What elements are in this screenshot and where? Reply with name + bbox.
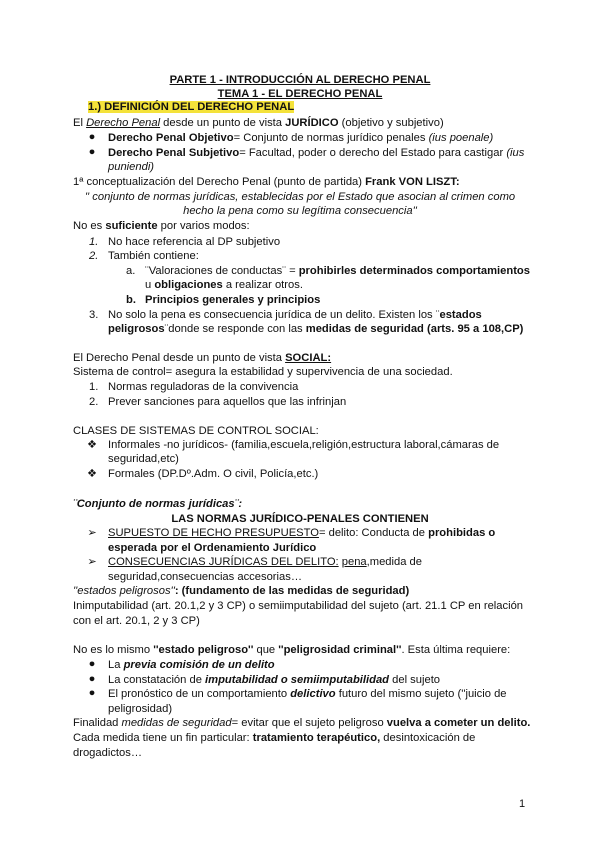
clases-heading: CLASES DE SISTEMAS DE CONTROL SOCIAL: (73, 425, 319, 437)
list-item-a-cont: u obligaciones a realizar otros. (145, 279, 303, 291)
supuesto-hecho: SUPUESTO DE HECHO PRESUPUESTO= delito: Conducta de prohibidas o (108, 527, 496, 539)
informales-cont: seguridad,etc) (108, 453, 179, 465)
bullet-dot-icon: ● (88, 658, 96, 670)
supuesto-hecho-cont: esperada por el Ordenamiento Jurídico (108, 542, 317, 554)
section-heading (88, 100, 294, 114)
inimputabilidad: Inimputabilidad (art. 20.1,2 y 3 CP) o semiimputabilidad del sujeto (art. 21.1 CP en relación (73, 600, 524, 612)
not-sufficient: No es suficiente por varios modos: (73, 220, 250, 232)
liszt-quote-line1: '' conjunto de normas jurídicas, establecidas por el Estado que asocian al crimen como (84, 191, 516, 203)
list-letter: b. (126, 294, 136, 306)
control-system: Sistema de control= asegura la estabilidad y supervivencia de una sociedad. (73, 366, 453, 378)
bullet-dot-icon: ● (88, 146, 96, 158)
estados-peligrosos: ''estados peligrosos'': (fundamento de las medidas de seguridad) (73, 585, 410, 597)
section-heading-text: 1.) DEFINICIÓN DEL DERECHO PENAL (88, 101, 295, 113)
conjunto-normas: ¨Conjunto de normas jurídicas¨: (73, 498, 243, 510)
page-number: 1 (519, 798, 526, 810)
list-item-3: No solo la pena es consecuencia jurídica de un delito. Existen los ¨estados (108, 309, 482, 321)
list-letter: a. (126, 265, 136, 277)
control-item-1: Normas reguladoras de la convivencia (108, 381, 299, 393)
cada-medida: Cada medida tiene un fin particular: tratamiento terapéutico, desintoxicación de (73, 732, 476, 744)
cada-medida-cont: drogadictos… (73, 747, 143, 759)
requisito-3-cont: peligrosidad) (108, 703, 173, 715)
liszt-quote-line2: hecho la pena como su legítima consecuencia'' (183, 205, 417, 217)
list-num: 3. (89, 309, 99, 321)
list-item-a: ¨Valoraciones de conductas¨ = prohibirles determinados comportamientos (145, 265, 530, 277)
list-num: 2. (89, 250, 99, 262)
list-num: 2. (89, 396, 99, 408)
finalidad: Finalidad medidas de seguridad= evitar que el sujeto peligroso vuelva a cometer un delito. (73, 717, 531, 729)
list-num: 1. (89, 236, 99, 248)
bullet-dot-icon: ● (88, 673, 96, 685)
control-item-2: Prever sanciones para aquellos que las infrinjan (108, 396, 347, 408)
list-item-2: También contiene: (108, 250, 199, 262)
diamond-bullet-icon: ❖ (87, 468, 98, 480)
dp-subjetivo-cont: puniendi) (108, 161, 155, 173)
arrow-bullet-icon: ➢ (87, 556, 97, 568)
informales: Informales -no jurídicos- (familia,escuela,religión,estructura laboral,cámaras de (108, 439, 500, 451)
requisito-3: El pronóstico de un comportamiento delictivo futuro del mismo sujeto (''juicio de (108, 688, 507, 700)
formales: Formales (DP.Dº.Adm. O civil, Policía,etc.) (108, 468, 319, 480)
first-concept: 1ª conceptualización del Derecho Penal (punto de partida) Frank VON LISZT: (73, 176, 460, 188)
list-item-b: Principios generales y principios (145, 294, 321, 306)
bullet-dot-icon: ● (88, 131, 96, 143)
part-title: PARTE 1 - INTRODUCCIÓN AL DERECHO PENAL (169, 74, 431, 86)
consecuencias: CONSECUENCIAS JURÍDICAS DEL DELITO: pena,medida de (108, 556, 422, 568)
no-es-lo-mismo: No es lo mismo ''estado peligroso'' que ''peligrosidad criminal''. Esta última requiere: (73, 644, 511, 656)
requisito-1: La previa comisión de un delito (108, 659, 275, 671)
inimputabilidad-cont: con el art. 20.1, 2 y 3 CP) (73, 615, 200, 627)
social-intro: El Derecho Penal desde un punto de vista SOCIAL: (73, 352, 332, 364)
dp-objetivo: Derecho Penal Objetivo= Conjunto de normas jurídico penales (ius poenale) (108, 132, 494, 144)
consecuencias-cont: seguridad,consecuencias accesorias… (108, 571, 303, 583)
list-num: 1. (89, 381, 99, 393)
arrow-bullet-icon: ➢ (87, 527, 97, 539)
diamond-bullet-icon: ❖ (87, 439, 98, 451)
topic-title: TEMA 1 - EL DERECHO PENAL (217, 88, 383, 100)
normas-title: LAS NORMAS JURÍDICO-PENALES CONTIENEN (171, 513, 429, 525)
dp-subjetivo: Derecho Penal Subjetivo= Facultad, poder o derecho del Estado para castigar (ius (108, 147, 525, 159)
juridico-intro: El Derecho Penal desde un punto de vista JURÍDICO (objetivo y subjetivo) (73, 117, 444, 129)
requisito-2: La constatación de imputabilidad o semiimputabilidad del sujeto (108, 674, 441, 686)
list-item-1: No hace referencia al DP subjetivo (108, 236, 281, 248)
list-item-3-cont: peligrosos¨donde se responde con las medidas de seguridad (arts. 95 a 108,CP) (108, 323, 524, 335)
bullet-dot-icon: ● (88, 687, 96, 699)
